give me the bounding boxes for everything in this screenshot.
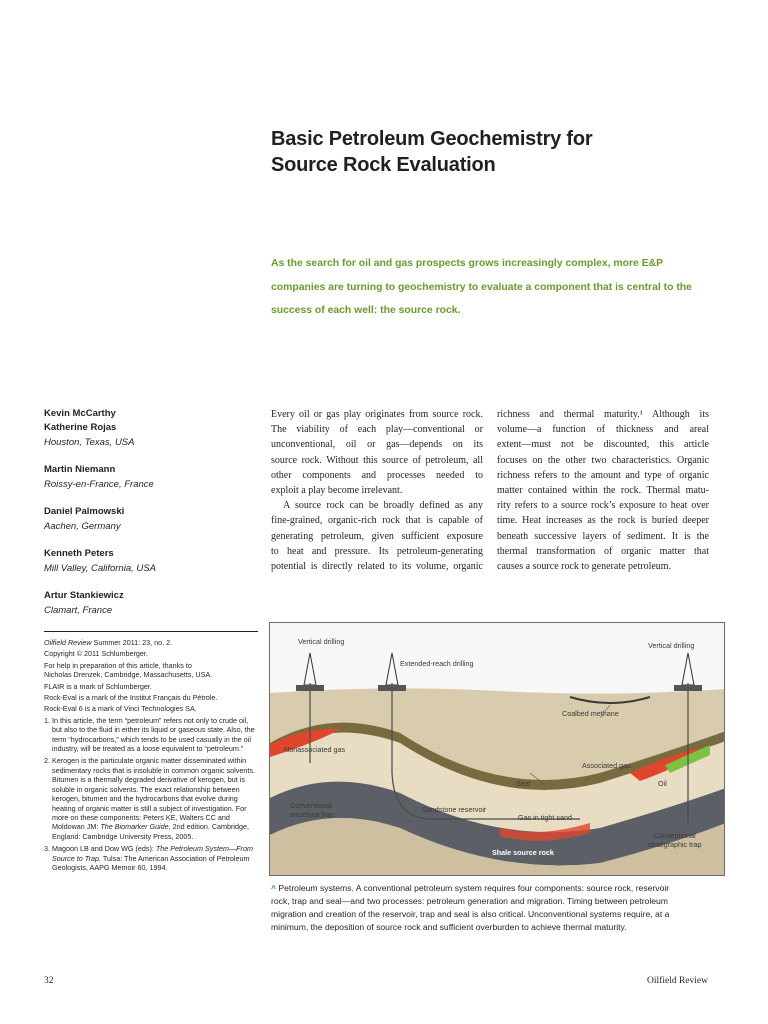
body-line: The viability of each play—conventional or [271,424,483,436]
footnote-text: Kerogen is the particulate organic matter disseminated within sedimentary rocks that is insoluble in common organic solvents. Bitumen is a thermally degraded derivative of kerogen, but is soluble in organic solvents. The exact relationship between kerogen, bitumen and the hydrocarbons that evolve during heating of organic matter is still a subject of investigation. For more on these components: Peters KE, Walters CC and Moldowan JM: [52,756,255,832]
label-seal: Seal [516,779,531,788]
caret-up-icon: ^ [271,883,277,893]
label-vertical-drilling-right: Vertical drilling [648,641,695,650]
journal-footer: Oilfield Review [647,976,708,986]
body-line: Every oil or gas play originates from source rock. [271,409,483,420]
label-line: stratigraphic trap [648,840,702,849]
label-extended-reach-drilling: Extended-reach drilling [400,659,474,668]
notes-divider [44,631,258,632]
title-line-2: Source Rock Evaluation [271,154,496,176]
author-name: Kevin McCarthy [44,408,116,419]
journal-name-italic: Oilfield Review [44,638,92,647]
label-conventional-structural-trap [290,801,334,819]
label-oil: Oil [658,779,667,788]
author-block [44,463,254,492]
label-vertical-drilling-left: Vertical drilling [298,637,345,646]
author-name: Kenneth Peters [44,548,114,559]
label-sandstone-reservoir: Sandstone reservoir [422,805,487,814]
thanks-note [44,661,260,680]
footnote-italic: The Petroleum System—From Source to Trap. [52,844,253,863]
label-nonassociated-gas: Nonassociated gas [284,745,346,754]
body-line: extent—must not be discounted, this article [497,439,709,451]
body-line: beneath successive layers of sediment. It is the [497,530,709,542]
caption-line-3: migration and creation of the reservoir, trap and seal is also critical. Unconventional systems require, at a [271,909,670,919]
article-title [271,126,731,178]
side-notes [44,638,260,875]
caption-line-1 [271,882,727,895]
footnote-3 [44,844,260,872]
body-line: time. Heat increases as the rock is buried deeper [497,515,709,527]
label-line: structural trap [290,810,334,819]
footnote-number: 1. [44,715,50,725]
petroleum-system-figure [269,622,725,876]
trademark-rockeval: Rock-Eval is a mark of the Institut Français du Pétrole. [44,693,218,703]
label-associated-gas: Associated gas [582,761,631,770]
footnote-text: In this article, the term “petroleum” refers not only to crude oil, but also to the fluid in either its liquid or gaseous state. Also, the term “hydrocarbons,” which tends to be used casually in the oil industry, will be treated as a loose equivalent to “petroleum.” [52,715,255,754]
body-line: A source rock can be broadly defined as any [283,500,483,512]
body-line: potential is directly related to its volume, organic [271,560,483,572]
label-gas-in-tight-sand: Gas in tight sand [518,813,572,822]
author-location: Houston, Texas, USA [44,437,135,448]
caption-text: Petroleum systems. A conventional petroleum system requires four components: source rock, reservoir [276,883,670,893]
footnote-number: 3. [44,844,50,854]
label-conventional-stratigraphic-trap [648,831,702,849]
page-number: 32 [44,976,54,986]
caption-line-4: minimum, the deposition of source rock and sufficient overburden to achieve thermal maturity. [271,922,627,932]
footnote-text: Magoon LB and Dow WG (eds): [52,844,156,854]
journal-citation [44,638,260,647]
footnote-text: , 2nd edition. Cambridge, England: Cambridge University Press, 2005. [52,822,249,841]
author-location: Clamart, France [44,605,113,616]
thanks-line-1: For help in preparation of this article, thanks to [44,660,192,670]
author-name: Martin Niemann [44,464,116,475]
body-line: focuses on the other two characteristics. Organic [497,454,709,466]
lede-line-1: As the search for oil and gas prospects grows increasingly complex, more E&P [271,258,664,269]
author-name: Katherine Rojas [44,422,117,433]
body-line: richness refers to the amount and type of organic [497,469,709,481]
body-line: causes a source rock to generate petroleum. [497,560,672,572]
body-line: fine-grained, organic-rich rock that is capable of [271,515,483,527]
journal-issue: Summer 2011: 23, no. 2. [91,638,173,647]
body-line: unconventional, oil or gas—depends on its [271,439,483,451]
body-line: rity refers to a source rock’s exposure to heat over [497,500,709,512]
figure-caption [271,882,727,934]
footnote-number: 2. [44,756,50,766]
caption-line-2: rock, trap and seal—and two processes: petroleum generation and migration. Timing between petroleum [271,896,668,906]
title-line-1: Basic Petroleum Geochemistry for [271,128,593,150]
body-line: exploit a play become irrelevant. [271,484,403,496]
label-line: Conventional [653,831,696,840]
author-block [44,589,254,618]
author-name: Artur Stankiewicz [44,590,124,601]
copyright-note: Copyright © 2011 Schlumberger. [44,649,148,659]
lede-line-3: success of each well: the source rock. [271,305,461,316]
body-line: richness and thermal maturity.¹ Although its [497,409,709,420]
body-line: to heat and pressure. Its petroleum-generating [271,545,483,557]
lede-line-2: companies are turning to geochemistry to evaluate a component that is central to the [271,281,692,293]
footnote-2 [44,756,260,841]
body-line: generating petroleum, given sufficient exposure [271,530,483,542]
footnote-italic: The Biomarker Guide [100,822,169,832]
author-location: Roissy-en-France, France [44,479,154,490]
trademark-flair: FLAIR is a mark of Schlumberger. [44,681,152,691]
author-block [44,407,254,450]
label-coalbed-methane: Coalbed methane [562,709,619,718]
label-shale-source-rock: Shale source rock [492,848,554,857]
author-location: Aachen, Germany [44,521,121,532]
body-column-1 [271,407,483,574]
label-line: Conventional [290,801,332,810]
author-block [44,547,254,576]
body-line: source rock. Without this source of petroleum, all [271,454,483,466]
thanks-line-2: Nicholas Drenzek, Cambridge, Massachusetts, USA. [44,670,213,680]
footnote-1 [44,716,260,754]
body-column-2 [497,407,709,574]
body-line: volume—a function of thickness and areal [497,424,709,436]
footnote-text: Tulsa: The American Association of Petroleum Geologists, AAPG Memoir 60, 1994. [52,853,250,872]
author-location: Mill Valley, California, USA [44,563,156,574]
author-list [44,407,254,631]
trademark-rockeval6: Rock-Eval 6 is a mark of Vinci Technologies SA. [44,704,197,714]
body-line: other components and processes needed to [271,469,483,481]
author-block [44,505,254,534]
article-lede [271,252,721,323]
body-line: matter contained within the rock. Thermal matu- [497,484,709,496]
body-line: thermal transformation of organic matter that [497,545,709,557]
author-name: Daniel Palmowski [44,506,125,517]
